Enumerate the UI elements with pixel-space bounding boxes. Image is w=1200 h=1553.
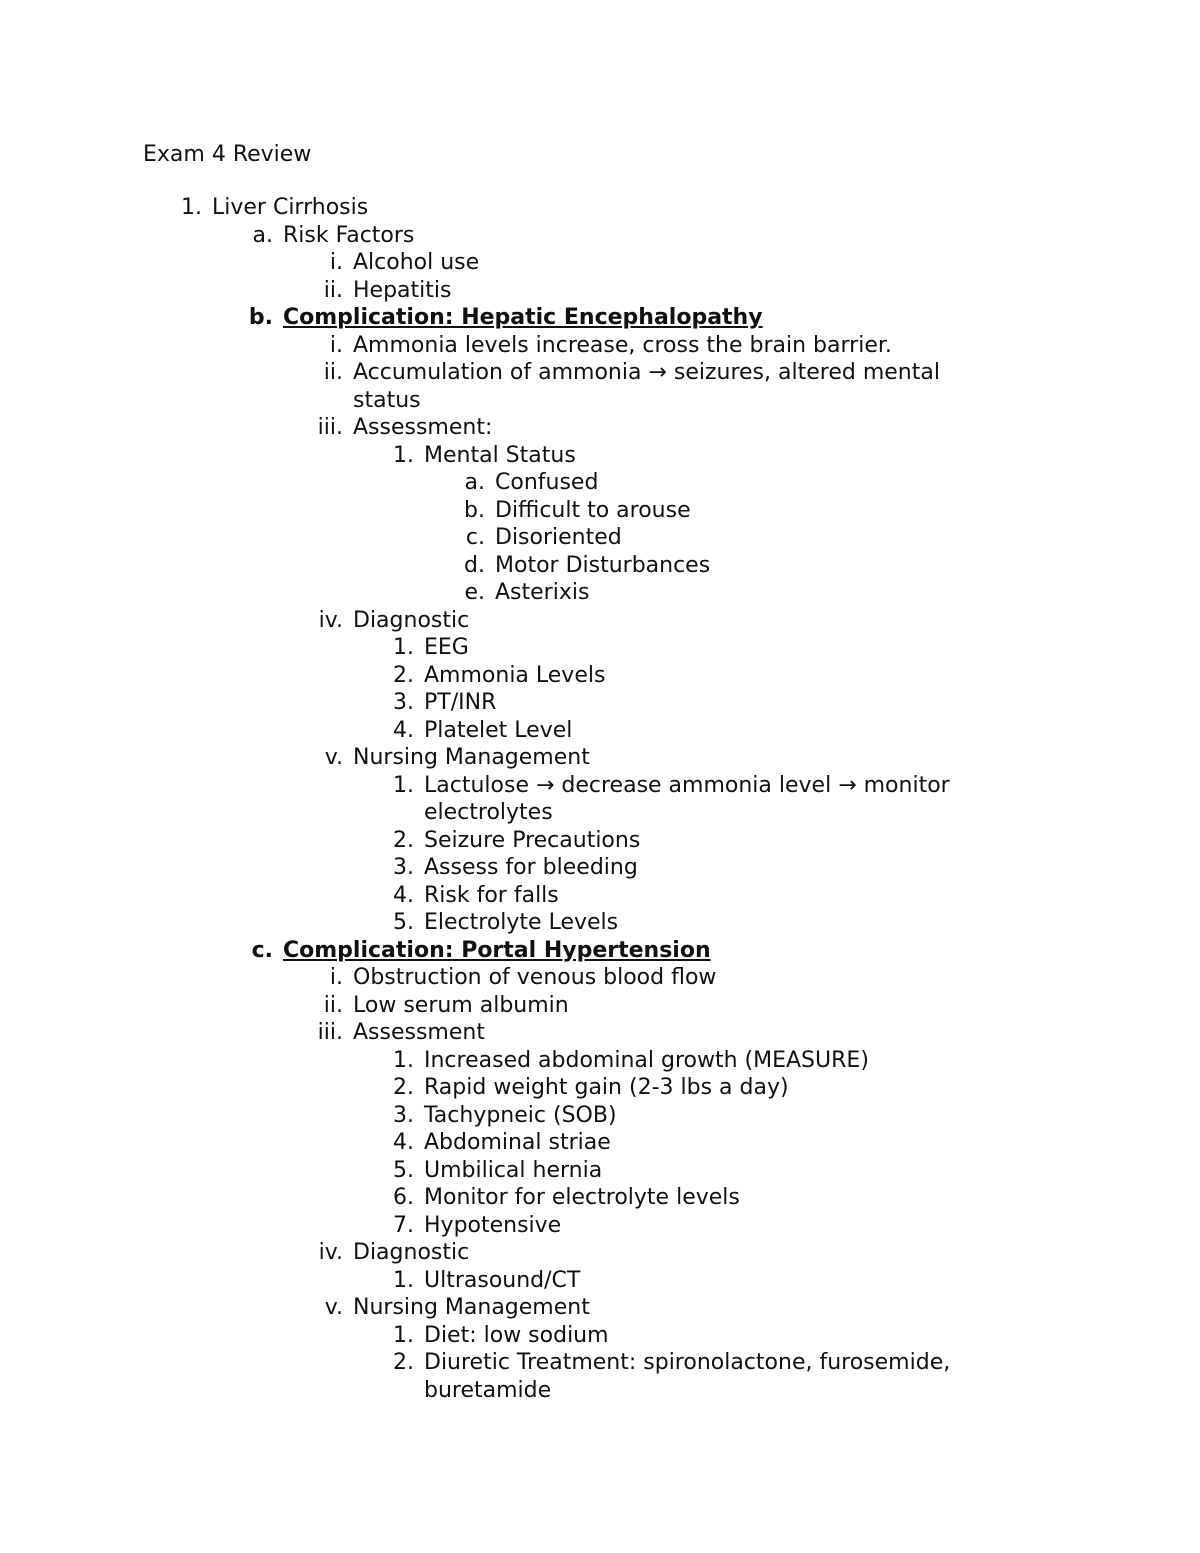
list-marker: iv. (318, 607, 343, 633)
list-item-text: Ammonia levels increase, cross the brain barrier. (353, 332, 892, 358)
list-marker: 6. (393, 1185, 414, 1210)
list-marker: a. (464, 470, 485, 495)
list-item-text: Disoriented (495, 525, 622, 550)
outline-item-level-4 (0, 689, 1200, 717)
outline-item-level-4 (0, 909, 1200, 937)
outline-item-level-2 (0, 304, 1200, 332)
list-item-text: Nursing Management (353, 745, 590, 770)
list-item-text: Diet: low sodium (424, 1322, 609, 1348)
list-marker: iii. (317, 1020, 343, 1045)
list-marker: 1. (393, 772, 414, 798)
list-marker: d. (464, 552, 485, 578)
list-marker: 4. (393, 717, 414, 743)
outline-item-level-4 (0, 882, 1200, 910)
outline-item-level-3 (0, 249, 1200, 277)
list-marker: 4. (393, 882, 414, 908)
list-item-text: Asterixis (495, 580, 590, 605)
list-item-text: Seizure Precautions (424, 827, 641, 853)
list-marker: 1. (393, 1267, 414, 1293)
list-item-text: Diagnostic (353, 1240, 470, 1265)
list-marker: ii. (323, 992, 343, 1018)
outline-item-level-4 (0, 1184, 1200, 1212)
list-marker: v. (324, 1295, 343, 1320)
outline-item-level-3 (0, 1239, 1200, 1267)
outline-item-level-2 (0, 937, 1200, 965)
list-marker: 2. (393, 662, 414, 688)
list-marker: a. (252, 222, 273, 248)
list-item-text: Umbilical hernia (424, 1157, 603, 1183)
list-marker: i. (329, 332, 343, 358)
outline-item-level-4 (0, 1212, 1200, 1240)
outline-item-level-4 (0, 1322, 1200, 1350)
list-marker: 2. (393, 827, 414, 853)
outline-item-level-1 (0, 194, 1200, 222)
outline-item-level-4 (0, 1349, 1200, 1404)
list-marker: 3. (393, 855, 414, 880)
outline-item-level-3 (0, 992, 1200, 1020)
list-marker: 1. (393, 635, 414, 660)
list-marker: c. (465, 525, 485, 550)
list-marker: 1. (181, 195, 202, 220)
outline-item-level-4 (0, 1129, 1200, 1157)
list-item-text: Complication: Portal Hypertension (283, 937, 711, 963)
list-marker: e. (464, 580, 485, 605)
list-item-text: Hypotensive (424, 1212, 562, 1238)
list-item-text: Increased abdominal growth (MEASURE) (424, 1047, 869, 1073)
list-marker: ii. (323, 277, 343, 303)
list-item-text: Assessment (353, 1020, 485, 1045)
list-marker: 2. (393, 1075, 414, 1100)
list-item-text: Ammonia Levels (424, 662, 606, 688)
list-item-text: EEG (424, 635, 469, 660)
list-marker: 2. (393, 1350, 414, 1375)
outline-item-level-4 (0, 1102, 1200, 1130)
outline-item-level-4 (0, 442, 1200, 470)
list-item-text: Complication: Hepatic Encephalopathy (283, 305, 763, 330)
outline-item-level-4 (0, 854, 1200, 882)
list-marker: 5. (393, 910, 414, 935)
list-item-text: Ultrasound/CT (424, 1267, 581, 1293)
outline-item-level-3 (0, 332, 1200, 360)
list-marker: b. (464, 497, 485, 523)
list-item-text: Confused (495, 470, 599, 495)
outline-list (0, 194, 1200, 1404)
list-marker: 7. (393, 1212, 414, 1238)
outline-item-level-3 (0, 964, 1200, 992)
list-item-text: Difficult to arouse (495, 497, 691, 523)
outline-item-level-3 (0, 359, 1200, 414)
outline-item-level-4 (0, 772, 1200, 827)
list-marker: 4. (393, 1130, 414, 1155)
outline-item-level-3 (0, 1294, 1200, 1322)
outline-item-level-4 (0, 662, 1200, 690)
outline-item-level-4 (0, 1074, 1200, 1102)
outline-item-level-4 (0, 1157, 1200, 1185)
list-marker: 3. (393, 1102, 414, 1128)
list-marker: ii. (323, 360, 343, 385)
list-marker: 5. (393, 1157, 414, 1183)
list-marker: 1. (393, 1322, 414, 1348)
outline-item-level-5 (0, 524, 1200, 552)
outline-item-level-5 (0, 469, 1200, 497)
list-item-text: Risk Factors (283, 222, 415, 248)
list-marker: 3. (393, 690, 414, 715)
outline-item-level-5 (0, 579, 1200, 607)
list-item-text: Diuretic Treatment: spironolactone, furosemide, buretamide (424, 1350, 951, 1403)
list-item-text: Motor Disturbances (495, 552, 711, 578)
outline-item-level-3 (0, 277, 1200, 305)
outline-item-level-3 (0, 414, 1200, 442)
list-item-text: Nursing Management (353, 1295, 590, 1320)
outline-item-level-4 (0, 717, 1200, 745)
list-item-text: Risk for falls (424, 882, 559, 908)
list-marker: b. (248, 305, 273, 330)
outline-item-level-3 (0, 1019, 1200, 1047)
list-marker: i. (329, 250, 343, 275)
list-item-text: Alcohol use (353, 250, 480, 275)
outline-item-level-4 (0, 1267, 1200, 1295)
list-item-text: Platelet Level (424, 717, 573, 743)
list-marker: i. (329, 965, 343, 990)
list-item-text: PT/INR (424, 690, 497, 715)
list-marker: iv. (318, 1240, 343, 1265)
outline-item-level-3 (0, 607, 1200, 635)
list-item-text: Tachypneic (SOB) (424, 1102, 617, 1128)
outline-item-level-5 (0, 497, 1200, 525)
list-item-text: Lactulose → decrease ammonia level → monitor electrolytes (424, 772, 950, 825)
list-item-text: Liver Cirrhosis (212, 195, 369, 220)
list-marker: c. (251, 937, 273, 963)
list-item-text: Low serum albumin (353, 992, 569, 1018)
outline-item-level-4 (0, 827, 1200, 855)
outline-item-level-3 (0, 744, 1200, 772)
list-item-text: Abdominal striae (424, 1130, 611, 1155)
list-item-text: Mental Status (424, 442, 576, 468)
list-item-text: Assessment: (353, 415, 493, 440)
list-item-text: Diagnostic (353, 607, 470, 633)
list-item-text: Electrolyte Levels (424, 910, 619, 935)
outline-item-level-5 (0, 552, 1200, 580)
list-marker: iii. (317, 415, 343, 440)
list-marker: v. (324, 745, 343, 770)
list-item-text: Accumulation of ammonia → seizures, altered mental status (353, 360, 940, 413)
outline-item-level-4 (0, 634, 1200, 662)
outline-item-level-4 (0, 1047, 1200, 1075)
outline-item-level-2 (0, 222, 1200, 250)
list-marker: 1. (393, 1047, 414, 1073)
list-item-text: Rapid weight gain (2-3 lbs a day) (424, 1075, 789, 1100)
list-item-text: Assess for bleeding (424, 855, 638, 880)
page-title: Exam 4 Review (143, 142, 312, 167)
list-item-text: Hepatitis (353, 277, 452, 303)
list-item-text: Obstruction of venous blood flow (353, 965, 717, 990)
list-marker: 1. (393, 442, 414, 468)
list-item-text: Monitor for electrolyte levels (424, 1185, 740, 1210)
